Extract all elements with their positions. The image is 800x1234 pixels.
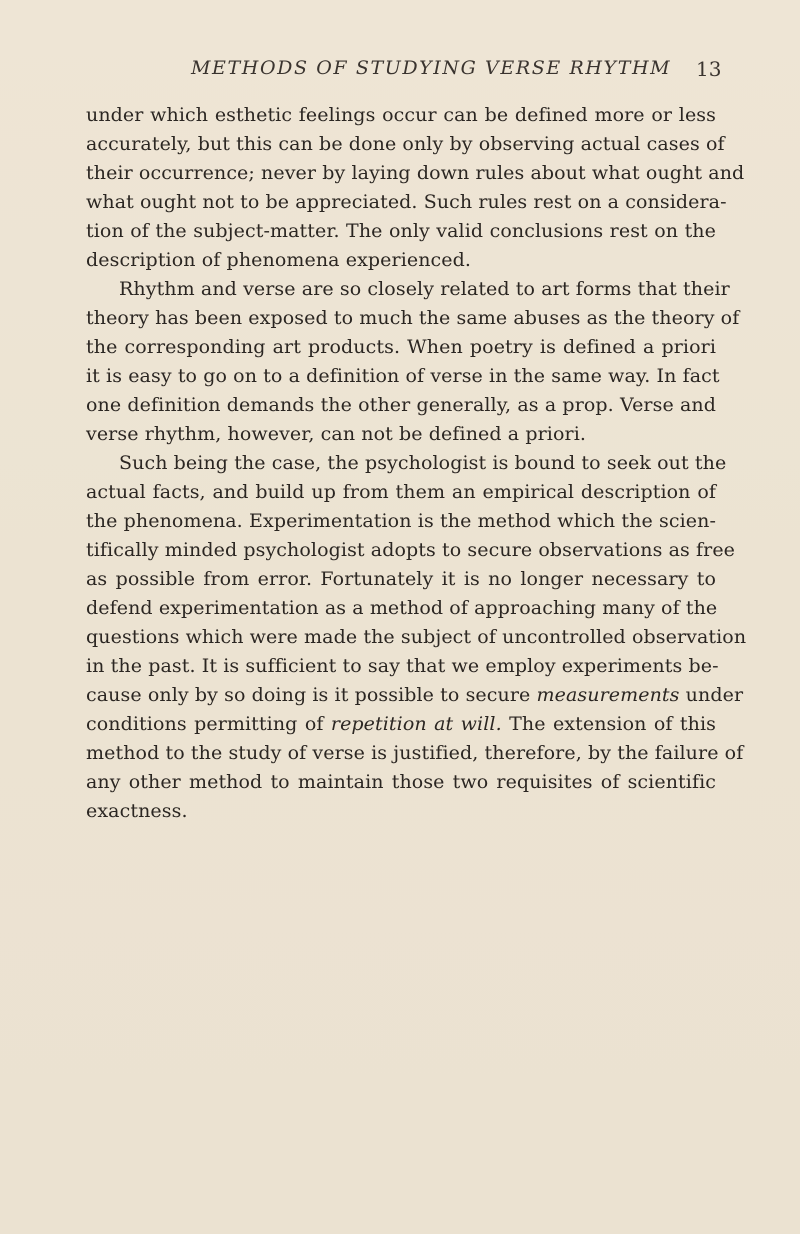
text-line: one definition demands the other generally, as a prop. Verse and <box>86 394 716 416</box>
page-number: 13 <box>696 57 722 81</box>
text-line: Rhythm and verse are so closely related to art forms that their <box>119 278 730 300</box>
text-line: Such being the case, the psychologist is bound to seek out the <box>119 452 727 474</box>
running-title: METHODS OF STUDYING VERSE RHYTHM <box>191 57 672 79</box>
text-line: as possible from error. Fortunately it is no longer necessary to <box>86 568 716 590</box>
text-line: cause only by so doing is it possible to secure measurements under <box>86 684 744 706</box>
text-line: method to the study of verse is justified, therefore, by the failure of <box>86 742 744 764</box>
text-line: any other method to maintain those two requisites of scientific <box>86 771 716 793</box>
text-line: it is easy to go on to a definition of verse in the same way. In fact <box>86 365 720 387</box>
text-line: what ought not to be appreciated. Such rules rest on a considera- <box>86 191 727 213</box>
text-line: conditions permitting of repetition at will. The extension of this <box>86 713 717 735</box>
text-line: accurately, but this can be done only by observing actual cases of <box>86 133 725 155</box>
text-line: tifically minded psychologist adopts to secure observations as free <box>86 539 736 561</box>
text-line: exactness. <box>86 800 188 822</box>
text-line: the phenomena. Experimentation is the method which the scien- <box>86 510 716 532</box>
text-line: the corresponding art products. When poetry is defined a priori <box>86 336 716 358</box>
running-head <box>0 57 800 87</box>
text-line: tion of the subject-matter. The only valid conclusions rest on the <box>86 220 716 242</box>
italic-phrase: measurements <box>536 684 680 706</box>
body-text <box>86 101 747 826</box>
text-line: under which esthetic feelings occur can be defined more or less <box>86 104 716 126</box>
text-line: defend experimentation as a method of approaching many of the <box>86 597 718 619</box>
italic-phrase: repetition at will. <box>330 713 502 735</box>
text-line: their occurrence; never by laying down rules about what ought and <box>86 162 745 184</box>
text-line: actual facts, and build up from them an empirical description of <box>86 481 716 503</box>
text-line: verse rhythm, however, can not be defined a priori. <box>86 423 587 445</box>
text-line: questions which were made the subject of uncontrolled observation <box>86 626 747 648</box>
text-line: description of phenomena experienced. <box>86 249 472 271</box>
text-line: in the past. It is sufficient to say that we employ experiments be- <box>86 655 719 677</box>
text-line: theory has been exposed to much the same abuses as the theory of <box>86 307 740 329</box>
